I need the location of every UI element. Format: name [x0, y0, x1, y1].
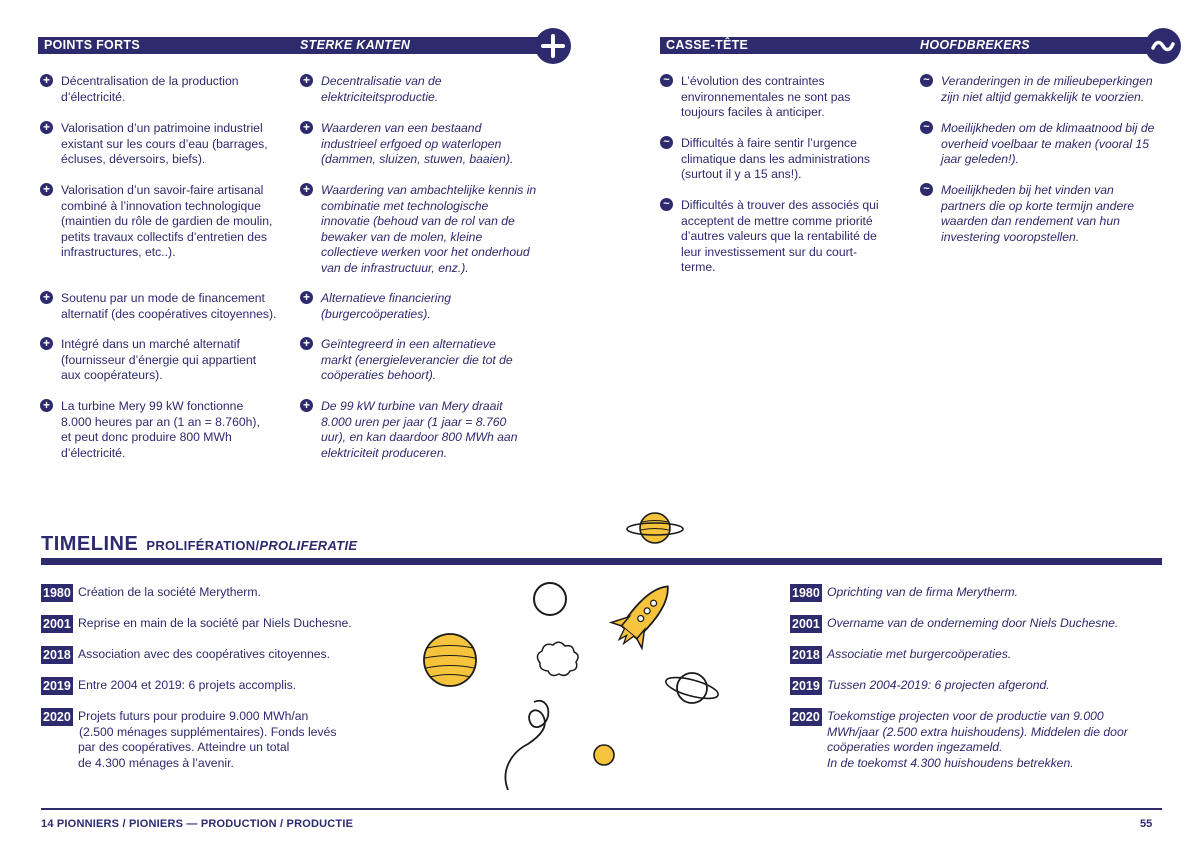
- timeline-line: coöperaties worden ingezameld.: [827, 740, 1003, 754]
- strengths-label-nl: STERKE KANTEN: [300, 38, 411, 52]
- tilde-bullet-icon: ~: [660, 136, 673, 149]
- year-badge: 2018: [792, 648, 820, 662]
- rocket-icon: [606, 574, 683, 655]
- tilde-bullet-icon: ~: [920, 121, 933, 134]
- timeline-line: Toekomstige projecten voor de productie van 9.000: [827, 709, 1104, 723]
- plus-bullet-icon: +: [40, 74, 53, 87]
- timeline-subtitle-fr: PROLIFÉRATION/: [146, 538, 260, 553]
- plus-bullet-icon: +: [40, 183, 53, 196]
- year-badge: 1980: [43, 586, 71, 600]
- strengths-label-fr: POINTS FORTS: [44, 38, 140, 52]
- list-item: + La turbine Mery 99 kW fonctionne 8.000 heures par an (1 an = 8.760h), et peut donc produire 800 MWh d’électricité.: [40, 399, 270, 461]
- plus-bullet-icon: +: [300, 337, 313, 350]
- list-item: + Décentralisation de la production d’électricité.: [40, 74, 280, 105]
- timeline-text: Entre 2004 et 2019: 6 projets accomplis.: [78, 678, 297, 692]
- list-item: + Alternatieve financiering (burgercoöperaties).: [300, 291, 480, 322]
- timeline-subtitle: [146, 538, 357, 553]
- timeline-text: Overname van de onderneming door Niels Duchesne.: [827, 616, 1119, 630]
- year-badge: 1980: [792, 586, 820, 600]
- ringed-planet-icon: [664, 673, 720, 703]
- list-item: + Valorisation d’un patrimoine industriel existant sur les cours d’eau (barrages, écluses, déversoirs, biefs).: [40, 121, 280, 168]
- space-illustration: [400, 500, 740, 800]
- tilde-bullet-icon: ~: [920, 74, 933, 87]
- list-item: + Soutenu par un mode de financement alternatif (des coopératives citoyennes).: [40, 291, 280, 322]
- swirl-icon: [505, 701, 548, 790]
- page-number: 55: [1140, 818, 1153, 830]
- plus-bullet-icon: +: [40, 337, 53, 350]
- list-item: + Geïntegreerd in een alternatieve markt (energieleverancier die tot de coöperaties behoort).: [300, 337, 525, 384]
- list-item: + Intégré dans un marché alternatif (fournisseur d’énergie qui appartient aux coopérateurs).: [40, 337, 270, 384]
- list-item: + Decentralisatie van de elektriciteitsproductie.: [300, 74, 500, 105]
- challenges-label-fr: CASSE-TÊTE: [666, 38, 749, 52]
- timeline-line: (2.500 ménages supplémentaires). Fonds levés: [79, 724, 337, 739]
- plus-bullet-icon: +: [300, 399, 313, 412]
- timeline-subtitle-nl: PROLIFERATIE: [259, 538, 358, 553]
- timeline-line: Projets futurs pour produire 9.000 MWh/an: [78, 709, 309, 723]
- timeline-text: Reprise en main de la société par Niels Duchesne.: [78, 616, 352, 630]
- plus-bullet-icon: +: [300, 291, 313, 304]
- year-badge: 2019: [792, 679, 820, 693]
- timeline-text: Création de la société Merytherm.: [78, 585, 261, 599]
- challenges-label-nl: HOOFDBREKERS: [920, 38, 1030, 52]
- list-item: + Waarderen van een bestaand industrieel erfgoed op waterlopen (dammen, sluizen, stuwen, baaien).: [300, 121, 525, 168]
- timeline-text: [827, 709, 1128, 771]
- plus-bullet-icon: +: [40, 121, 53, 134]
- timeline-line: par des coopératives. Atteindre un total: [78, 740, 290, 754]
- plus-bullet-icon: +: [40, 399, 53, 412]
- timeline-heading: TIMELINE: [41, 533, 139, 555]
- list-item: + Valorisation d’un savoir-faire artisanal combiné à l’innovation technologique (maintien du rôle de gardien de moulin, petits travaux collectifs d’entretien des infrastructures, etc..).: [40, 183, 280, 261]
- footer-rule: [41, 808, 1162, 810]
- list-item: + Waardering van ambachtelijke kennis in combinatie met technologische innovatie (behoud van de rol van de bewaker van de molen, kleine collectieve werken voor het onderhoud van de infrastructuur, enz.).: [300, 183, 540, 276]
- plus-badge-icon: [535, 28, 571, 64]
- list-item: ~ Difficultés à faire sentir l’urgence climatique dans les administrations (surtout il y a 15 ans!).: [660, 136, 885, 183]
- tilde-badge-icon: [1145, 28, 1181, 64]
- year-badge: 2020: [792, 710, 820, 724]
- circle-icon: [534, 583, 566, 615]
- timeline-line: In de toekomst 4.300 huishoudens betrekken.: [827, 755, 1074, 770]
- plus-bullet-icon: +: [300, 74, 313, 87]
- tilde-bullet-icon: ~: [660, 74, 673, 87]
- timeline-line: MWh/jaar (2.500 extra huishoudens). Middelen die door: [827, 724, 1128, 739]
- year-badge: 2001: [792, 617, 820, 631]
- timeline-text: Oprichting van de firma Merytherm.: [827, 585, 1019, 599]
- timeline-text: Tussen 2004-2019: 6 projecten afgerond.: [827, 678, 1050, 692]
- planet-icon: [424, 634, 476, 686]
- ringed-planet-icon: [627, 513, 683, 543]
- tilde-bullet-icon: ~: [660, 198, 673, 211]
- strengths-header-bar: [38, 37, 554, 54]
- timeline-text: Association avec des coopératives citoyennes.: [78, 647, 331, 661]
- list-item: ~ Moeilijkheden om de klimaatnood bij de overheid voelbaar te maken (vooral 15 jaar geleden!).: [920, 121, 1155, 168]
- year-badge: 2018: [43, 648, 71, 662]
- footer-running-title: 14 PIONNIERS / PIONIERS — PRODUCTION / PRODUCTIE: [41, 818, 354, 830]
- list-item: ~ Difficultés à trouver des associés qui acceptent de mettre comme priorité d’autres valeurs que la rentabilité de leur investissement sur du court-terme.: [660, 198, 890, 276]
- timeline-text: [78, 709, 336, 771]
- year-badge: 2020: [43, 710, 71, 724]
- year-badge: 2019: [43, 679, 71, 693]
- challenges-header-bar: [660, 37, 1168, 54]
- list-item: ~ L’évolution des contraintes environnementales ne sont pas toujours faciles à anticiper.: [660, 74, 880, 121]
- year-badge: 2001: [43, 617, 71, 631]
- timeline-line: de 4.300 ménages à l’avenir.: [78, 755, 234, 770]
- timeline-title: [41, 533, 357, 556]
- plus-bullet-icon: +: [40, 291, 53, 304]
- moon-icon: [594, 745, 614, 765]
- smoke-cloud-icon: [537, 642, 578, 675]
- list-item: ~ Veranderingen in de milieubeperkingen zijn niet altijd gemakkelijk te voorzien.: [920, 74, 1165, 105]
- timeline-text: Associatie met burgercoöperaties.: [827, 647, 1012, 661]
- list-item: ~ Moeilijkheden bij het vinden van partners die op korte termijn andere waarden dan rendement van hun investering vooropstellen.: [920, 183, 1150, 245]
- tilde-bullet-icon: ~: [920, 183, 933, 196]
- plus-bullet-icon: +: [300, 121, 313, 134]
- list-item: + De 99 kW turbine van Mery draait 8.000 uren per jaar (1 jaar = 8.760 uur), en kan daardoor 800 MWh aan elektriciteit produceren.: [300, 399, 532, 461]
- plus-bullet-icon: +: [300, 183, 313, 196]
